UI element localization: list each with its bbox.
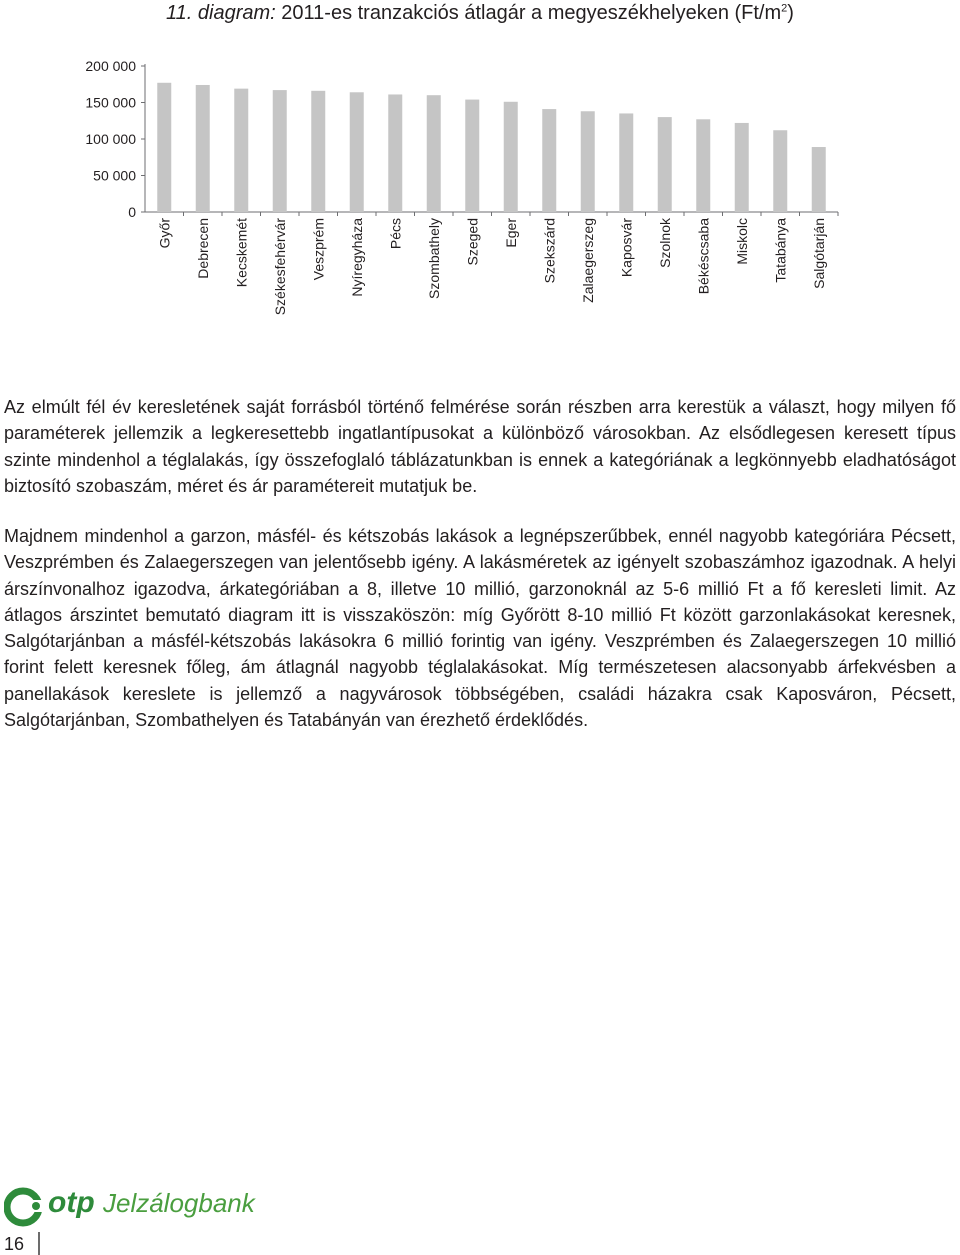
x-tick-label: Békéscsaba — [695, 218, 712, 295]
x-tick-label: Székesfehérvár — [271, 218, 288, 316]
x-tick-label: Debrecen — [194, 218, 211, 279]
chart-title-main: 2011-es tranzakciós átlagár a megyeszékhelyeken (Ft/m — [281, 2, 782, 24]
x-tick-label: Veszprém — [310, 218, 327, 281]
bar-chart — [0, 40, 960, 330]
bar — [465, 100, 479, 212]
logo-otp: otp — [48, 1186, 95, 1219]
x-tick-label: Eger — [502, 218, 519, 248]
y-tick-label: 0 — [128, 204, 136, 220]
logo-jelzalogbank: Jelzálogbank — [102, 1188, 255, 1218]
page-number-divider — [38, 1232, 40, 1255]
bar — [196, 85, 210, 212]
paragraph-2: Majdnem mindenhol a garzon, másfél- és kétszobás lakások a legnépszerűbbek, ennél nagyobb kategóriára Pécsett, Veszprémben és Zalaegerszegen van jelentősebb igény. A lakásméretek az igényelt szobaszámhoz igazodnak. A helyi árszínvonalhoz igazodva, árkategóriában a 8, illetve 10 millió, garzonoknál az 5-6 millió Ft a fő keresleti limit. Az átlagos árszintet bemutató diagram itt is visszaköszön: míg Győrött 8-10 millió Ft között garzonlakásokat keresnek, Salgótarjánban a másfél-kétszobás lakásokra 6 millió forintig van igény. Veszprémben és Zalaegerszegen 10 millió forint felett keresnek főleg, ám átlagnál nagyobb téglalakásokat. Míg természetesen alacsonyabb árfekvésben a panellakások kereslete is jellemző a nagyvárosok többségében, családi házakra csak Kaposváron, Pécsett, Salgótarjánban, Szombathelyen és Tatabányán van érezhető érdeklődés. — [4, 526, 956, 731]
bar — [581, 111, 595, 212]
page-number: 16 — [4, 1234, 25, 1254]
x-tick-label: Szombathely — [425, 218, 442, 299]
x-tick-label: Zalaegerszeg — [579, 218, 596, 303]
bar — [311, 91, 325, 212]
bar — [735, 123, 749, 212]
chart-title — [0, 2, 960, 25]
bar — [619, 113, 633, 212]
x-tick-label: Szeged — [464, 218, 481, 266]
x-tick-label: Pécs — [387, 218, 404, 250]
x-tick-label: Győr — [156, 218, 173, 249]
paragraph-1: Az elmúlt fél év keresletének saját forrásból történő felmérése során részben arra kerestük a választ, hogy milyen fő paraméterek jellemzik a legkeresettebb ingatlantípusokat a különböző városokban. Az elsődlegesen keresett típus szinte mindenhol a téglalakás, így összefoglaló táblázatunkban is ennek a kategóriának a legkönnyebb eladhatóságot biztosító szobaszám, méret és ár paramétereit mutatjuk be. — [4, 397, 956, 496]
bar — [157, 83, 171, 212]
x-tick-label: Szekszárd — [541, 218, 558, 284]
bar — [350, 92, 364, 212]
x-tick-label: Nyíregyháza — [348, 218, 365, 297]
chart-title-superscript: 2 — [781, 2, 788, 15]
bar — [273, 90, 287, 212]
x-tick-label: Kecskemét — [233, 218, 250, 288]
bar — [427, 95, 441, 212]
bar — [542, 109, 556, 212]
x-tick-label: Szolnok — [656, 218, 673, 268]
bar — [388, 94, 402, 212]
logo-text — [48, 1186, 255, 1220]
bar — [812, 147, 826, 212]
x-tick-label: Miskolc — [733, 218, 750, 265]
bar — [504, 102, 518, 212]
otp-logo-icon — [4, 1186, 46, 1228]
chart-title-prefix: 11. diagram: — [166, 2, 276, 24]
bar — [773, 130, 787, 212]
y-tick-label: 200 000 — [85, 58, 136, 74]
y-tick-label: 50 000 — [93, 167, 136, 184]
y-tick-label: 100 000 — [85, 131, 136, 147]
x-tick-label: Salgótarján — [810, 218, 827, 289]
chart-title-suffix: ) — [787, 2, 794, 24]
bar — [658, 117, 672, 212]
x-tick-label: Kaposvár — [618, 218, 635, 278]
bar — [696, 119, 710, 212]
x-tick-label: Tatabánya — [772, 218, 789, 283]
y-tick-label: 150 000 — [85, 94, 136, 111]
bar — [234, 89, 248, 212]
